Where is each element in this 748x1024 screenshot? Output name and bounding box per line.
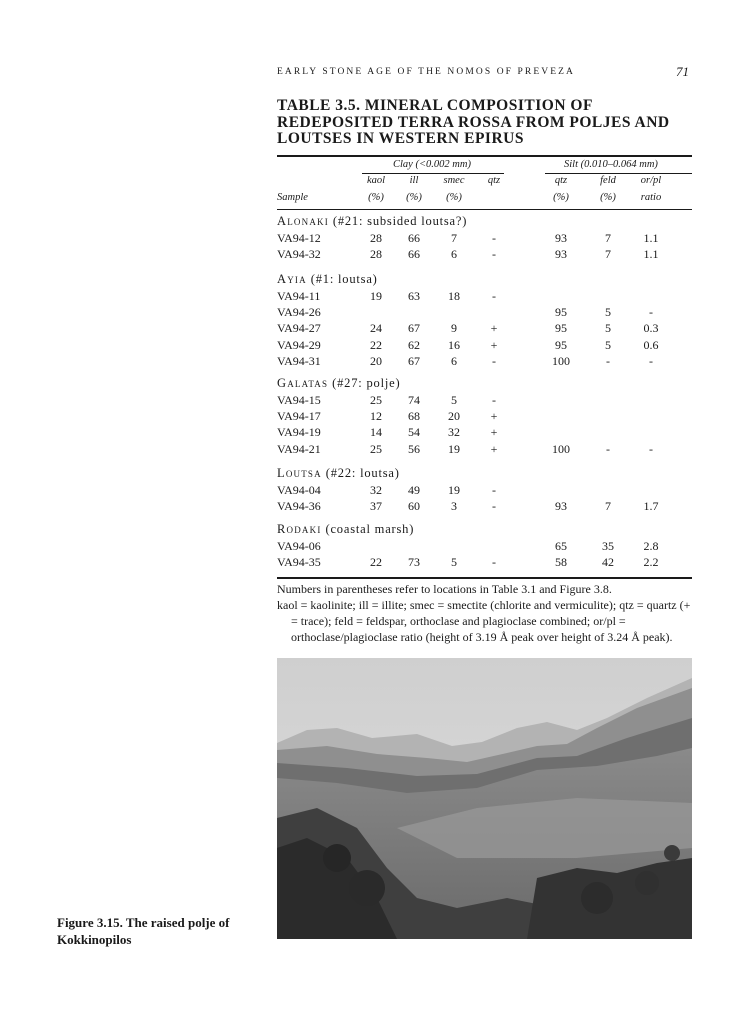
table-cell: 22 [370,337,382,352]
table-cell: 18 [448,289,460,303]
table-cell: 100 [552,353,570,368]
table-cell: 93 [555,499,567,514]
sample-id-cell: VA94-15 [277,393,321,407]
sample-id-cell: VA94-36 [277,499,321,514]
section-description: (#21: subsided loutsa?) [332,214,468,228]
table-cell: 19 [448,483,460,497]
table-cell: 32 [448,425,460,440]
table-cell: 73 [408,555,420,570]
table-cell: 67 [408,353,420,368]
section-heading [277,272,378,287]
table-cell: 28 [370,231,382,245]
table-cell: 74 [408,393,420,407]
sample-id-cell: VA94-27 [277,321,321,336]
table-cell: + [490,425,498,440]
table-cell: 54 [408,425,420,440]
table-cell: - [649,305,653,320]
sample-id-cell: VA94-19 [277,425,321,440]
column-unit: ratio [640,192,662,203]
table-cell: 95 [555,337,567,352]
table-cell: 65 [555,539,567,553]
section-description: (#22: loutsa) [325,466,400,480]
table-title-line: LOUTSES IN WESTERN EPIRUS [277,130,524,147]
table-cell: 20 [370,353,382,368]
table-cell: 7 [451,231,457,245]
clay-group-header: Clay (<0.002 mm) [393,159,471,170]
section-description: (#1: loutsa) [310,272,378,286]
table-cell: 14 [370,425,382,440]
table-cell: - [492,289,496,303]
sample-id-cell: VA94-21 [277,441,321,456]
silt-group-header: Silt (0.010–0.064 mm) [564,159,658,170]
table-cell: - [492,499,496,514]
running-head: EARLY STONE AGE OF THE NOMOS OF PREVEZA [277,67,575,77]
polje-landscape-image [277,658,692,939]
table-cell: 5 [605,321,611,336]
table-cell: 5 [605,305,611,320]
section-name: Rodaki [277,522,322,536]
table-cell: + [490,409,498,424]
figure-caption: Figure 3.15. The raised polje of Kokkinopilos [57,915,230,947]
table-cell: - [492,231,496,245]
sample-id-cell: VA94-11 [277,289,321,303]
column-header: or/pl [640,175,662,186]
table-cell: 6 [451,353,457,368]
table-cell: 63 [408,289,420,303]
table-cell: 42 [602,555,614,570]
section-description: (coastal marsh) [325,522,415,536]
table-cell: 2.2 [643,555,659,570]
table-cell: - [492,483,496,497]
table-cell: 22 [370,555,382,570]
table-cell: 6 [451,247,457,262]
column-unit: (%) [368,192,384,203]
table-cell: 1.7 [643,499,659,514]
table-cell: 2.8 [643,539,659,553]
section-heading [277,466,400,481]
table-cell: - [606,441,610,456]
table-cell: 12 [370,409,382,424]
table-cell: 60 [408,499,420,514]
table-cell: 93 [555,247,567,262]
column-header: feld [600,175,616,186]
table-cell: 62 [408,337,420,352]
table-cell: 0.6 [643,337,659,352]
section-heading [277,376,400,391]
table-cell: 19 [448,441,460,456]
table-cell: - [492,555,496,570]
table-cell: 35 [602,539,614,553]
table-cell: 1.1 [643,231,659,245]
column-header: smec [443,175,465,186]
section-heading [277,214,467,229]
sample-id-cell: VA94-17 [277,409,321,424]
table-cell: + [490,337,498,352]
sample-id-cell: VA94-06 [277,539,321,553]
sample-id-cell: VA94-29 [277,337,321,352]
table-cell: 3 [451,499,457,514]
sample-id-cell: VA94-26 [277,305,321,320]
sample-id-cell: VA94-04 [277,483,321,497]
table-cell: 68 [408,409,420,424]
table-title-line: REDEPOSITED TERRA ROSSA FROM POLJES AND [277,113,670,131]
column-unit: (%) [553,192,569,203]
table-cell: 16 [448,337,460,352]
table-cell: 5 [605,337,611,352]
landscape-photo [277,658,692,939]
page-number: 71 [676,64,689,79]
table-cell: 100 [552,441,570,456]
section-name: Loutsa [277,466,322,480]
table-cell: 58 [555,555,567,570]
table-cell: 19 [370,289,382,303]
table-title-line: TABLE 3.5. MINERAL COMPOSITION OF [277,97,593,114]
sample-id-cell: VA94-32 [277,247,321,262]
column-header: qtz [487,175,501,186]
table-cell: 95 [555,305,567,320]
table-cell: 95 [555,321,567,336]
table-bottom-rule [277,577,692,579]
table-cell: - [492,247,496,262]
column-unit: (%) [406,192,422,203]
sample-id-cell: VA94-31 [277,353,321,368]
table-cell: 24 [370,321,382,336]
table-notes [277,581,695,645]
section-name: Alonaki [277,214,329,228]
table-cell: 93 [555,231,567,245]
table-cell: 66 [408,247,420,262]
table-cell: 32 [370,483,382,497]
table-cell: - [606,353,610,368]
column-header: ill [409,175,419,186]
table-cell: 25 [370,393,382,407]
table-note: kaol = kaolinite; ill = illite; smec = smectite (chlorite and vermiculite); qtz = quartz (+ = trace); feld = feldspar, orthoclase and plagioclase combined; or/pl = orthoclase/plagioclase ratio (height of 3.19 Å peak over height of 3.24 Å peak). [277,598,691,644]
table-note: Numbers in parentheses refer to locations in Table 3.1 and Figure 3.8. [277,582,612,596]
table-cell: 7 [605,231,611,245]
table-cell: 56 [408,441,420,456]
table-cell: + [490,321,498,336]
sample-header: Sample [277,192,308,203]
table-cell: 1.1 [643,247,659,262]
table-cell: - [492,353,496,368]
table-cell: 20 [448,409,460,424]
column-unit: (%) [446,192,462,203]
table-cell: + [490,441,498,456]
sample-id-cell: VA94-35 [277,555,321,570]
table-cell: - [649,441,653,456]
table-cell: 0.3 [643,321,659,336]
table-cell: 28 [370,247,382,262]
table-cell: 66 [408,231,420,245]
section-description: (#27: polje) [332,376,401,390]
table-cell: 67 [408,321,420,336]
section-heading [277,522,414,537]
table-cell: 37 [370,499,382,514]
column-header: qtz [554,175,568,186]
table-cell: 5 [451,393,457,407]
column-unit: (%) [600,192,616,203]
table-cell: 9 [451,321,457,336]
table-cell: 7 [605,499,611,514]
sample-id-cell: VA94-12 [277,231,321,245]
table-cell: 5 [451,555,457,570]
table-cell: 7 [605,247,611,262]
column-header: kaol [366,175,386,186]
table-cell: - [492,393,496,407]
section-name: Ayia [277,272,307,286]
table-cell: - [649,353,653,368]
table-cell: 49 [408,483,420,497]
section-name: Galatas [277,376,329,390]
table-cell: 25 [370,441,382,456]
